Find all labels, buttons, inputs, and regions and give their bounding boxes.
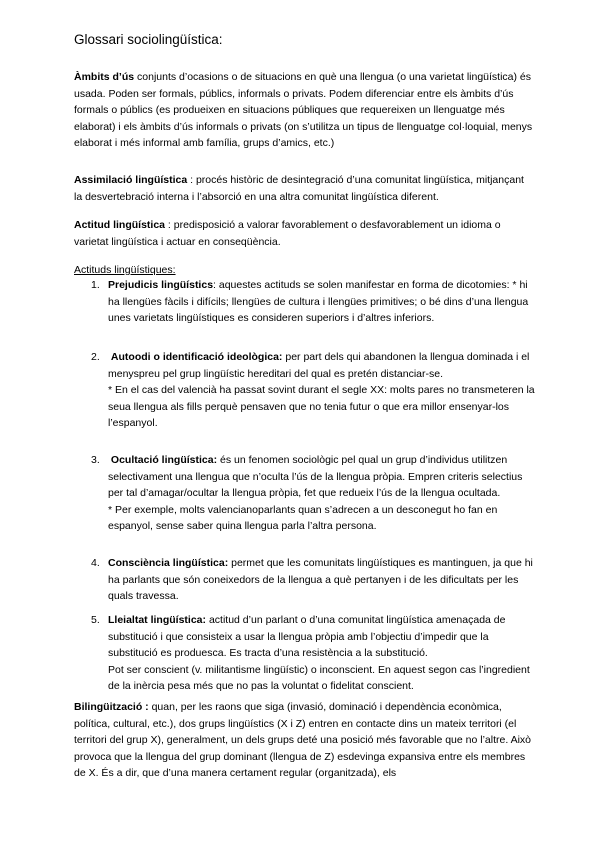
section-heading-actituds: Actituds lingüístiques: <box>74 264 176 276</box>
entry-term: Bilingüització : <box>74 701 149 713</box>
item-text: : aquestes actituds se solen manifestar en forma de dicotomies: * hi ha llengües fàcils i difícils; llengües de cultura i llengües primitives; o bé dins d’una llengua unes varietats lingüístiques es consideren superiors i d’altres inferiors. <box>108 279 529 324</box>
list-item <box>91 349 536 432</box>
list-number: 2. <box>91 351 100 363</box>
entry-term: Actitud lingüística <box>74 219 166 231</box>
list-number: 3. <box>91 454 100 466</box>
item-term: Lleialtat lingüística: <box>108 614 207 626</box>
list-item <box>91 612 536 695</box>
entry-actitud <box>74 217 534 250</box>
item-note: Pot ser conscient (v. militantisme lingüístic) o inconscient. En aquest segon cas l’ingredient de la inèrcia pesa més que no pas la voluntat o fidelitat conscient. <box>108 663 530 692</box>
entry-assimilacio <box>74 172 534 205</box>
entry-definition: quan, per les raons que siga (invasió, dominació i dependència econòmica, política, cultural, etc.), dos grups lingüístics (X i Z) entren en contacte dins un mateix territori (el territori del grup X), generalment, un dels grups deté una posició més favorable que no l’altre. Això provoca que la llengua del grup dominant (llengua de Z) esdevinga expansiva entre els membres de X. És a dir, que d’una manera certament regular (organitzada), els <box>74 701 532 779</box>
entry-term: Àmbits d’ús <box>74 71 135 83</box>
entry-term: Assimilació lingüística <box>74 174 188 186</box>
item-term: Prejudicis lingüístics <box>108 279 214 291</box>
page-title: Glossari sociolingüística: <box>74 32 223 47</box>
list-item <box>91 452 536 535</box>
entry-definition: : predisposició a valorar favorablement o desfavorablement un idioma o varietat lingüística i actuar en conseqüència. <box>74 219 501 248</box>
item-term: Autoodi o identificació ideològica: <box>110 351 283 363</box>
item-note: * En el cas del valencià ha passat sovint durant el segle XX: molts pares no transmeteren la seua llengua als fills perquè pensaven que no tenia futur o que era millor ensenyar-los l’espanyol. <box>108 384 535 429</box>
item-text: per part dels qui abandonen la llengua dominada i el menyspreu pel grup lingüístic hereditari del qual es pretén distanciar-se. <box>108 351 530 380</box>
entry-definition: : procés històric de desintegració d’una comunitat lingüística, mitjançant la desvertebració interna i l’absorció en una altra comunitat lingüística diferent. <box>74 174 524 203</box>
list-item <box>91 277 536 327</box>
item-note: * Per exemple, molts valencianoparlants quan s’adrecen a un desconegut ho fan en espanyol, sense saber quina llengua parla l’altra persona. <box>108 503 498 532</box>
item-term: Ocultació lingüística: <box>110 454 218 466</box>
list-number: 4. <box>91 557 100 569</box>
entry-ambits <box>74 69 534 152</box>
entry-bilinguitzacio <box>74 699 534 782</box>
list-number: 1. <box>91 279 100 291</box>
list-number: 5. <box>91 614 100 626</box>
list-item <box>91 555 536 605</box>
entry-definition: conjunts d’ocasions o de situacions en què una llengua (o una varietat lingüística) és usada. Poden ser formals, públics, informals o privats. Podem diferenciar entre els àmbits d’ús formals o públics (es produeixen en situacions públiques que requereixen un llenguatge més elaborat) i els àmbits d’ús informals o privats (on s’utilitza un tipus de llenguatge col·loquial, menys elaborat i més informal amb família, grups d’amics, etc.) <box>74 71 533 149</box>
item-text: actitud d’un parlant o d’una comunitat lingüística amenaçada de substitució i que consisteix a usar la llengua pròpia amb l’objectiu d’impedir que la substitució es produesca. Es tracta d’una resistència a la substitució. <box>108 614 506 659</box>
item-term: Consciència lingüística: <box>108 557 229 569</box>
item-text: permet que les comunitats lingüístiques es mantinguen, ja que hi ha parlants que són coneixedors de la llengua a què pertanyen i de les dificultats per les quals travessa. <box>108 557 533 602</box>
item-text: és un fenomen sociològic pel qual un grup d’individus utilitzen selectivament una llengua que n’oculta l’ús de la llengua pròpia. Empren criteris selectius per tal d’amagar/ocultar la llengua pròpia, fet que redueix l’ús de la llengua ocultada. <box>108 454 523 499</box>
